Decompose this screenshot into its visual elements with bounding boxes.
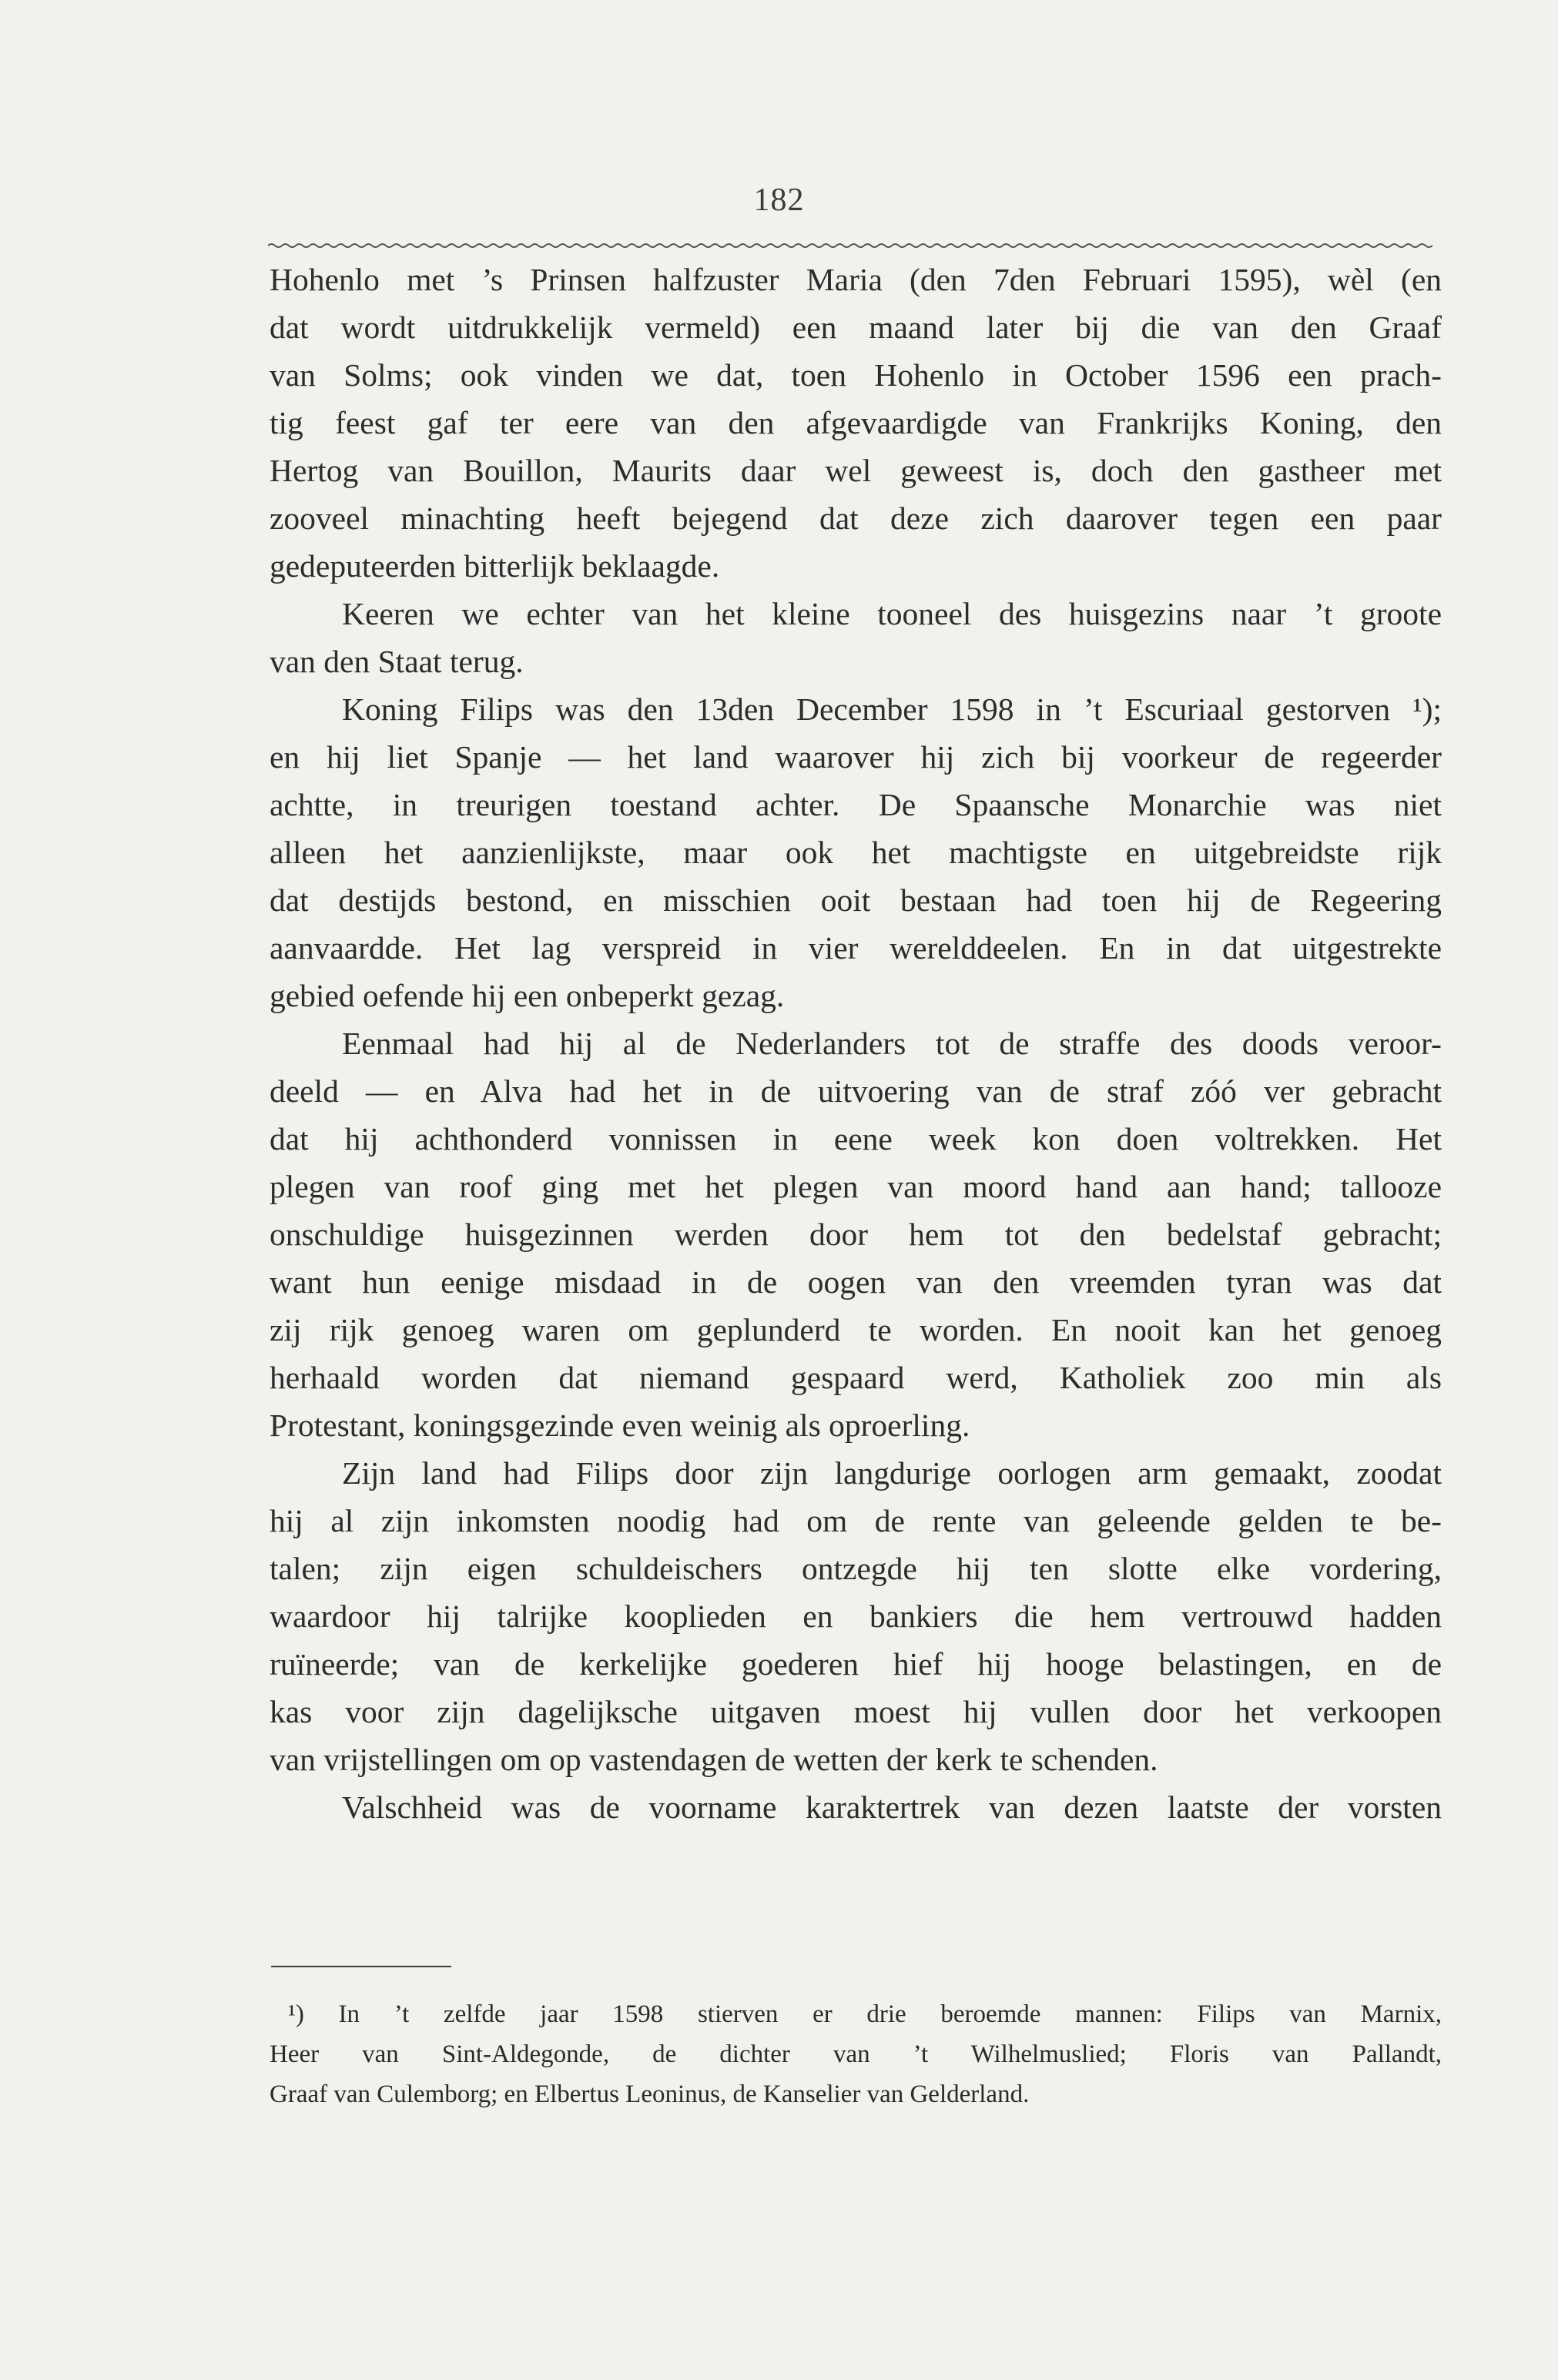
text-line: kas voor zijn dagelijksche uitgaven moest hij vullen door het verkoopen [270, 1694, 1442, 1729]
text-line: plegen van roof ging met het plegen van moord hand aan hand; tallooze [270, 1169, 1442, 1204]
text-line: onschuldige huisgezinnen werden door hem tot den bedelstaf gebracht; [270, 1217, 1442, 1252]
text-line: Hertog van Bouillon, Maurits daar wel geweest is, doch den gastheer met [270, 453, 1442, 488]
text-line: talen; zijn eigen schuldeischers ontzegde hij ten slotte elke vordering, [270, 1551, 1442, 1586]
text-line: van den Staat terug. [270, 644, 524, 679]
text-line: achtte, in treurigen toestand achter. De Spaansche Monarchie was niet [270, 787, 1442, 822]
text-line: gebied oefende hij een onbeperkt gezag. [270, 978, 785, 1013]
text-line: Koning Filips was den 13den December 1598 in ’t Escuriaal gestorven ¹); [342, 691, 1442, 727]
page-number: 182 [753, 182, 805, 218]
text-line: ruïneerde; van de kerkelijke goederen hief hij hooge belastingen, en de [270, 1646, 1442, 1682]
text-line: hij al zijn inkomsten noodig had om de rente van geleende gelden te be- [270, 1503, 1442, 1538]
text-line: tig feest gaf ter eere van den afgevaardigde van Frankrijks Koning, den [270, 405, 1442, 440]
text-line: zooveel minachting heeft bejegend dat deze zich daarover tegen een paar [270, 500, 1442, 536]
footnote-line: Graaf van Culemborg; en Elbertus Leoninus, de Kanselier van Gelderland. [270, 2080, 1030, 2108]
text-line: Zijn land had Filips door zijn langdurige oorlogen arm gemaakt, zoodat [342, 1455, 1442, 1491]
text-line: dat hij achthonderd vonnissen in eene week kon doen voltrekken. Het [270, 1121, 1442, 1157]
text-line: alleen het aanzienlijkste, maar ook het machtigste en uitgebreidste rijk [270, 835, 1442, 870]
text-line: dat destijds bestond, en misschien ooit bestaan had toen hij de Regeering [270, 882, 1442, 918]
text-line: Valschheid was de voorname karaktertrek van dezen laatste der vorsten [342, 1789, 1442, 1825]
text-line: van Solms; ook vinden we dat, toen Hohenlo in October 1596 een prach- [270, 357, 1442, 393]
text-line: Keeren we echter van het kleine tooneel des huisgezins naar ’t groote [342, 596, 1442, 631]
text-line: en hij liet Spanje — het land waarover hij zich bij voorkeur de regeerder [270, 739, 1442, 775]
text-line: Protestant, koningsgezinde even weinig als oproerling. [270, 1408, 970, 1443]
text-line: Eenmaal had hij al de Nederlanders tot de straffe des doods veroor- [342, 1026, 1442, 1061]
text-line: want hun eenige misdaad in de oogen van den vreemden tyran was dat [270, 1264, 1442, 1300]
footnote-line: Heer van Sint-Aldegonde, de dichter van ’t Wilhelmuslied; Floris van Pallandt, [270, 2040, 1442, 2068]
text-line: van vrijstellingen om op vastendagen de wetten der kerk te schenden. [270, 1742, 1158, 1777]
text-line: dat wordt uitdrukkelijk vermeld) een maand later bij die van den Graaf [270, 310, 1442, 345]
text-line: zij rijk genoeg waren om geplunderd te worden. En nooit kan het genoeg [270, 1312, 1442, 1347]
text-line: Hohenlo met ’s Prinsen halfzuster Maria (den 7den Februari 1595), wèl (en [270, 262, 1442, 297]
footnote-rule [271, 1966, 451, 1967]
text-line: deeld — en Alva had het in de uitvoering van de straf zóó ver gebracht [270, 1073, 1442, 1109]
footnote-line: ¹) In ’t zelfde jaar 1598 stierven er drie beroemde mannen: Filips van Marnix, [288, 2000, 1442, 2028]
text-line: gedeputeerden bitterlijk beklaagde. [270, 548, 720, 584]
footnotes [270, 1994, 1442, 2114]
text-line: waardoor hij talrijke kooplieden en bankiers die hem vertrouwd hadden [270, 1598, 1442, 1634]
body-text [270, 256, 1442, 1831]
text-line: aanvaardde. Het lag verspreid in vier werelddeelen. En in dat uitgestrekte [270, 930, 1442, 966]
header-wavy-rule [268, 240, 1432, 251]
text-line: herhaald worden dat niemand gespaard werd, Katholiek zoo min als [270, 1360, 1442, 1395]
